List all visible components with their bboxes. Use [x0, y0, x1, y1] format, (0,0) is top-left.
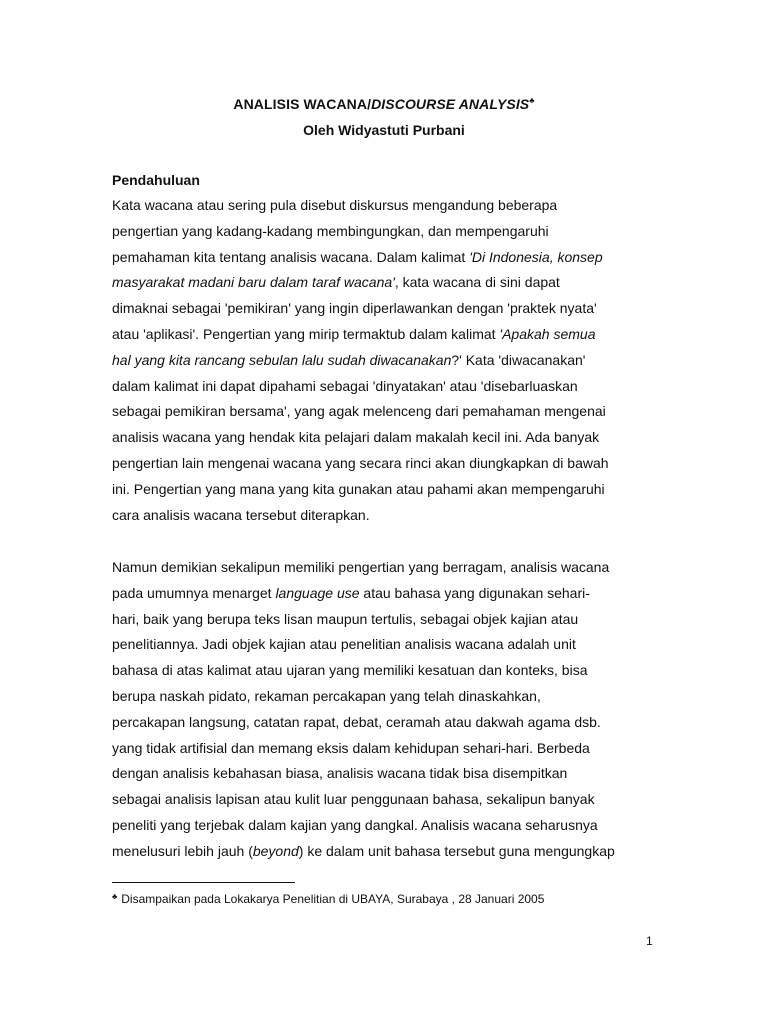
section-heading: Pendahuluan	[112, 172, 200, 188]
text-segment: berupa naskah pidato, rekaman percakapan yang telah dinaskahkan,	[112, 687, 541, 704]
text-segment: yang tidak artifisial dan memang eksis dalam kehidupan sehari-hari. Berbeda	[112, 739, 590, 756]
text-segment: sebagai pemikiran bersama', yang agak melenceng dari pemahaman mengenai	[112, 403, 606, 420]
text-line	[112, 839, 657, 865]
footnote	[112, 887, 544, 909]
text-line	[112, 787, 657, 813]
italic-text: 'Di Indonesia, konsep	[469, 248, 603, 265]
text-segment: cara analisis wacana tersebut diterapkan.	[112, 506, 370, 523]
text-line	[112, 270, 657, 296]
text-line	[112, 348, 657, 374]
italic-text: hal yang kita rancang sebulan lalu sudah diwacanakan	[112, 351, 452, 368]
text-line	[112, 555, 657, 581]
text-segment: pemahaman kita tentang analisis wacana. Dalam kalimat	[112, 248, 470, 265]
text-segment: pengertian yang kadang-kadang membingungkan, dan mempengaruhi	[112, 222, 549, 239]
title-english: DISCOURSE ANALYSIS	[371, 96, 530, 112]
text-line	[112, 684, 657, 710]
footnote-divider	[112, 882, 295, 883]
page-number: 1	[646, 934, 653, 948]
text-segment: analisis wacana yang hendak kita pelajari dalam makalah kecil ini. Ada banyak	[112, 429, 600, 446]
text-segment: penelitiannya. Jadi objek kajian atau penelitian analisis wacana adalah unit	[112, 636, 576, 653]
italic-text: language use	[275, 584, 360, 601]
text-segment: ?' Kata 'diwacanakan'	[451, 351, 586, 368]
text-line	[112, 632, 657, 658]
text-segment: hari, baik yang berupa teks lisan maupun tertulis, sebagai objek kajian atau	[112, 610, 579, 627]
paragraph-2	[112, 555, 657, 865]
text-segment: dimaknai sebagai 'pemikiran' yang ingin diperlawankan dengan 'praktek nyata'	[112, 300, 597, 317]
text-segment: pengertian lain mengenai wacana yang secara rinci akan diungkapkan di bawah	[112, 454, 609, 471]
text-segment: atau 'aplikasi'. Pengertian yang mirip termaktub dalam kalimat	[112, 325, 500, 342]
text-line	[112, 322, 657, 348]
text-line	[112, 193, 657, 219]
text-line	[112, 451, 657, 477]
text-line	[112, 503, 657, 529]
text-line	[112, 761, 657, 787]
text-line	[112, 219, 657, 245]
text-line	[112, 736, 657, 762]
text-line	[112, 710, 657, 736]
text-segment: , kata wacana di sini dapat	[394, 274, 560, 291]
text-line	[112, 477, 657, 503]
text-segment: Namun demikian sekalipun memiliki pengertian yang berragam, analisis wacana	[112, 559, 610, 575]
text-segment: atau bahasa yang digunakan sehari-	[359, 584, 590, 601]
text-segment: dalam kalimat ini dapat dipahami sebagai 'dinyatakan' atau 'disebarluaskan	[112, 377, 578, 394]
text-line	[112, 399, 657, 425]
text-segment: percakapan langsung, catatan rapat, debat, ceramah atau dakwah agama dsb.	[112, 713, 601, 730]
text-segment: pada umumnya menarget	[112, 584, 276, 601]
text-segment: bahasa di atas kalimat atau ujaran yang memiliki kesatuan dan konteks, bisa	[112, 662, 588, 679]
text-segment: peneliti yang terjebak dalam kajian yang dangkal. Analisis wacana seharusnya	[112, 816, 598, 833]
author-line: Oleh Widyastuti Purbani	[303, 122, 465, 138]
document-title	[0, 88, 768, 117]
text-line	[112, 581, 657, 607]
text-segment: dengan analisis kebahasan biasa, analisis wacana tidak bisa disempitkan	[112, 765, 568, 782]
text-line	[112, 607, 657, 633]
text-segment: Kata wacana atau sering pula disebut diskursus mengandung beberapa	[112, 197, 558, 213]
text-line	[112, 813, 657, 839]
footnote-mark: ♣	[112, 892, 118, 901]
text-line	[112, 374, 657, 400]
title-block	[0, 88, 768, 143]
text-line	[112, 296, 657, 322]
text-segment: ) ke dalam unit bahasa tersebut guna mengungkap	[298, 842, 615, 859]
title-main: ANALISIS WACANA/	[233, 96, 372, 112]
text-line	[112, 658, 657, 684]
paragraph-1	[112, 193, 657, 528]
italic-text: beyond	[252, 842, 299, 859]
title-footnote-mark: ♣	[529, 96, 535, 105]
text-segment: menelusuri lebih jauh (	[112, 842, 253, 859]
text-segment: sebagai analisis lapisan atau kulit luar penggunaan bahasa, sekalipun banyak	[112, 791, 595, 808]
italic-text: masyarakat madani baru dalam taraf wacana'	[112, 274, 395, 291]
footnote-text: Disampaikan pada Lokakarya Penelitian di UBAYA, Surabaya , 28 Januari 2005	[121, 892, 545, 906]
italic-text: 'Apakah semua	[499, 325, 596, 342]
text-line	[112, 245, 657, 271]
text-segment: ini. Pengertian yang mana yang kita gunakan atau pahami akan mempengaruhi	[112, 480, 605, 497]
text-line	[112, 425, 657, 451]
